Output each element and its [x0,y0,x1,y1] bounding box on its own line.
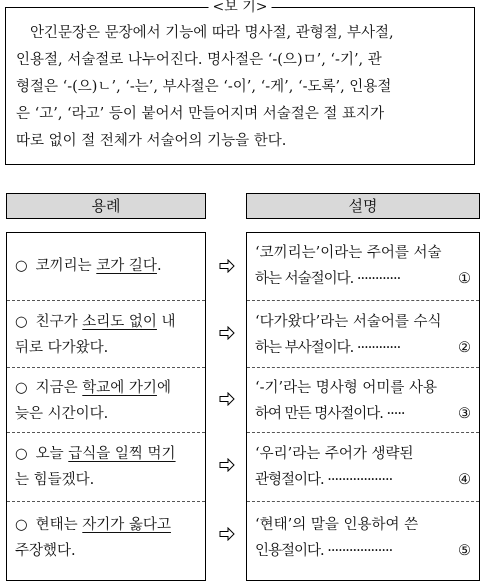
example-text: 오늘 [35,446,69,462]
choice-number: ③ [458,406,471,422]
bogi-box [5,0,475,165]
explanation-4 [255,441,471,493]
bullet-icon: ○ [15,258,28,274]
arrow-right-icon [219,392,235,406]
choice-number: ① [458,271,471,287]
choice-number: ⑤ [458,543,471,559]
bogi-line: 은 ‘고’, ‘라고’ 등이 붙어서 만들어지며 서술절은 절 표지가 [16,106,385,122]
explanation-5 [255,512,471,564]
example-underlined: 학교에 가기 [82,380,157,396]
explanation-2 [255,309,471,361]
example-text: 친구가 [35,314,83,330]
example-text: 코끼리는 [35,258,97,274]
example-3 [15,375,199,427]
choice-number: ④ [458,472,471,488]
arrow-right-icon [219,527,235,541]
bullet-icon: ○ [15,380,28,396]
example-2 [15,309,199,361]
bullet-icon: ○ [15,314,28,330]
explanation-text: 관형절이다. ·················· [255,472,393,488]
row-divider [247,432,479,433]
explanation-text: 하는 부사절이다. ············ [255,340,401,356]
explanation-text: ‘-기’라는 명사형 어미를 사용 [255,380,438,396]
explanation-text: 하여 만든 명사절이다. ····· [255,406,405,422]
explanation-text: 하는 서술절이다. ············ [255,271,401,287]
example-text: . [156,258,162,274]
example-5 [15,512,199,564]
example-4 [15,441,199,493]
example-text: 현태는 [35,517,83,533]
example-underlined: 소리도 없이 [82,314,157,330]
bogi-line: 안긴문장은 문장에서 기능에 따라 명사절, 관형절, 부사절, [30,25,394,41]
examples-panel [6,232,206,581]
row-divider [247,367,479,368]
explanation-text: 인용절이다. ·················· [255,543,393,559]
example-text: 지금은 [35,380,83,396]
example-text: 늦은 시간이다. [15,406,109,422]
bogi-body [16,20,464,155]
choice-number: ② [458,340,471,356]
example-text: 에 [156,380,171,396]
row-divider [247,300,479,301]
example-text: 는 힘들겠다. [15,472,95,488]
arrow-right-icon [219,326,235,340]
example-underlined: 자기가 옳다고 [82,517,171,533]
explanations-header: 설명 [246,193,480,219]
row-divider [7,300,205,301]
explanation-text: ‘현태’의 말을 인용하여 쓴 [255,517,419,533]
explanations-panel [246,232,480,581]
explanation-1 [255,240,471,292]
bullet-icon: ○ [15,517,28,533]
example-text: 주장했다. [15,543,76,559]
example-underlined: 급식을 일찍 먹기 [68,446,176,462]
bogi-title: <보 기> [209,0,272,16]
row-divider [7,432,205,433]
arrow-right-icon [219,458,235,472]
explanation-text: ‘다가왔다’라는 서술어를 수식 [255,314,442,330]
example-text: 내 [156,314,176,330]
example-1 [15,253,199,279]
example-text: 뒤로 다가왔다. [15,340,109,356]
bogi-line: 형절은 ‘-(으)ㄴ’, ‘-는’, 부사절은 ‘-이’, ‘-게’, ‘-도록’, 인용절 [16,79,392,95]
explanation-text: ‘코끼리는’이라는 주어를 서술 [255,245,442,261]
bullet-icon: ○ [15,446,28,462]
examples-header: 용례 [6,193,206,219]
example-underlined: 코가 길다 [96,258,157,274]
arrow-right-icon [219,259,235,273]
row-divider [7,367,205,368]
bogi-line: 따로 없이 절 전체가 서술어의 기능을 한다. [16,133,287,149]
bogi-line: 인용절, 서술절로 나누어진다. 명사절은 ‘-(으)ㅁ’, ‘-기’, 관 [16,52,382,68]
row-divider [247,501,479,502]
row-divider [7,501,205,502]
explanation-3 [255,375,471,427]
explanation-text: ‘우리’라는 주어가 생략된 [255,446,414,462]
